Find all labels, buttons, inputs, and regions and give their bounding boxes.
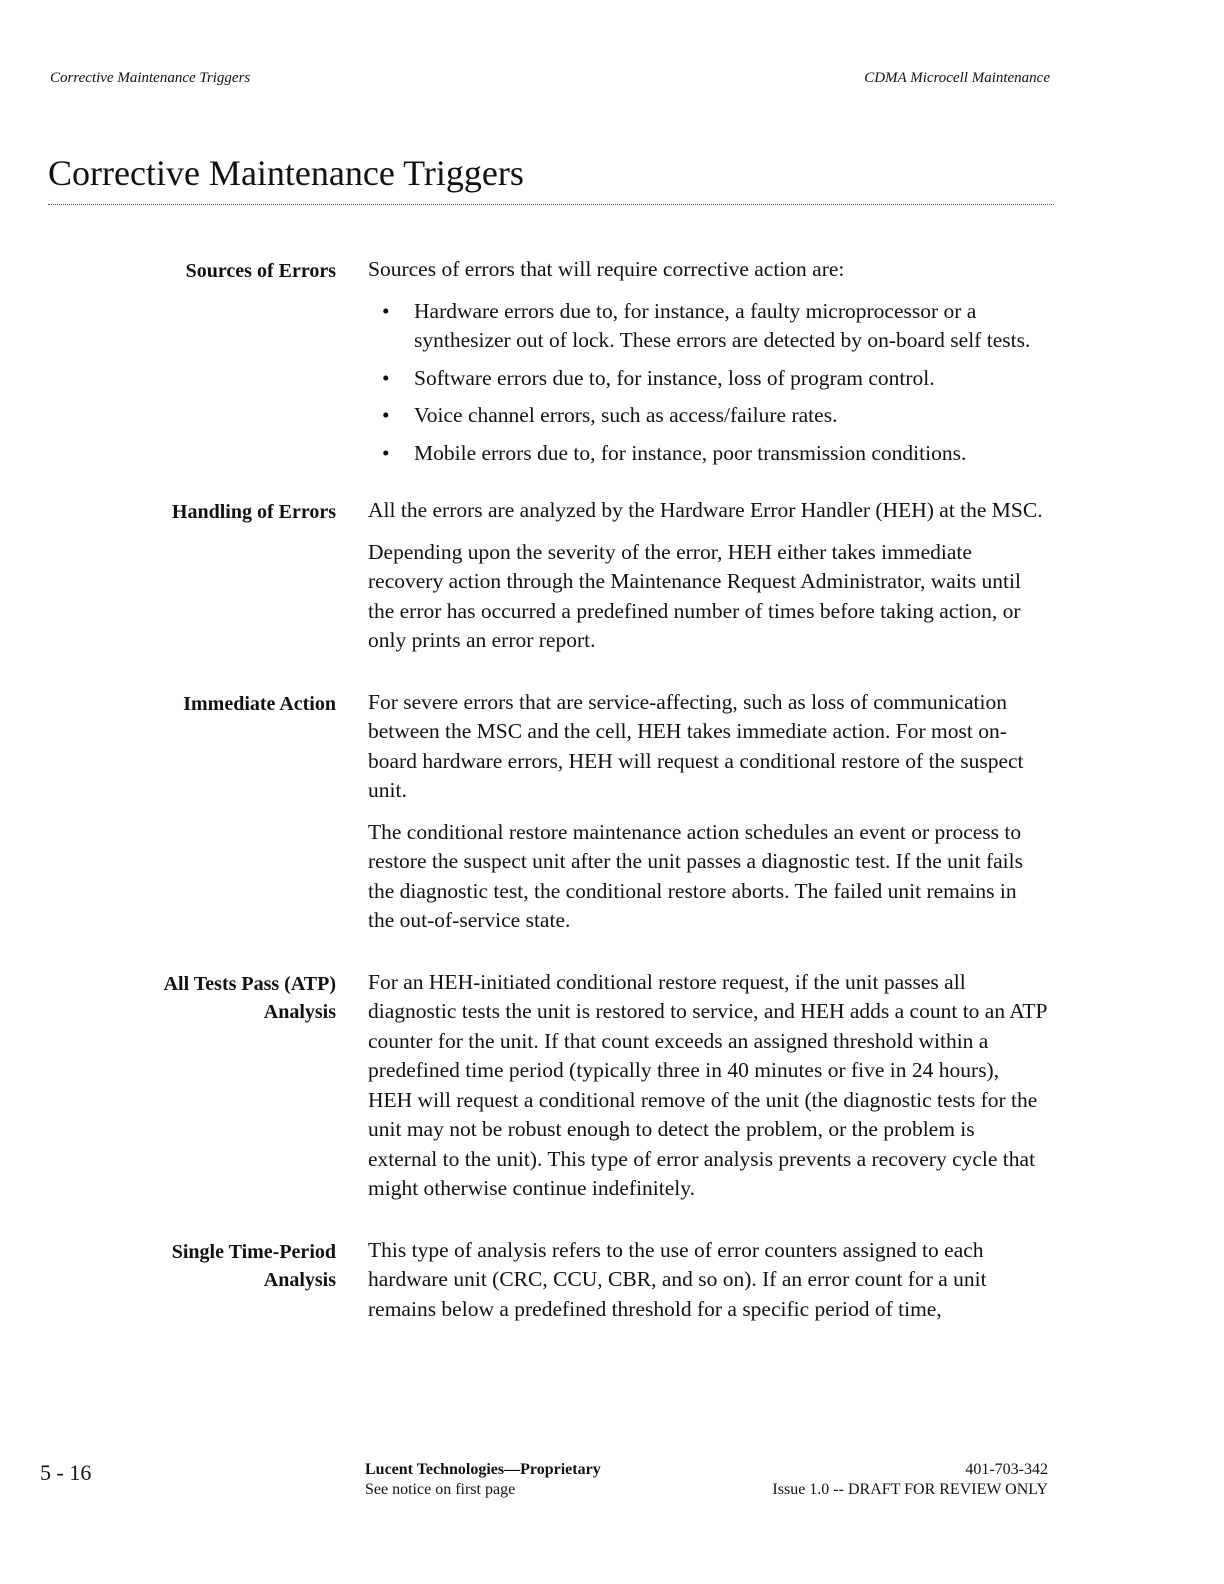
side-heading: Sources of Errors	[185, 260, 336, 282]
section-sources-of-errors	[0, 255, 1224, 476]
paragraph: Sources of errors that will require corrective action are:	[368, 257, 845, 281]
section-immediate-action	[0, 688, 1224, 948]
section-single-time-period-analysis	[0, 1236, 1224, 1337]
section-body	[368, 688, 1048, 948]
list-item-text: Voice channel errors, such as access/failure rates.	[414, 403, 838, 427]
list-item	[368, 401, 1048, 431]
paragraph: The conditional restore maintenance action schedules an event or process to restore the suspect unit after the unit passes a diagnostic test. If the unit fails the diagnostic test, the conditional restore aborts. The failed unit remains in the out-of-service state.	[368, 819, 1023, 932]
paragraph: This type of analysis refers to the use of error counters assigned to each hardware unit (CRC, CCU, CBR, and so on). If an error count for a unit remains below a predefined threshold for a specific period of time,	[368, 1237, 987, 1321]
list-item-text: Mobile errors due to, for instance, poor transmission conditions.	[414, 440, 967, 465]
footer-notice: See notice on first page	[365, 1481, 516, 1498]
running-header-left: Corrective Maintenance Triggers	[50, 70, 251, 86]
section-atp-analysis	[0, 968, 1224, 1216]
main-content	[0, 255, 1224, 1356]
title-rule	[48, 204, 1054, 205]
paragraph: For severe errors that are service-affecting, such as loss of communication between the MSC and the cell, HEH takes immediate action. For most on-board hardware errors, HEH will request a conditional restore of the suspect unit.	[368, 689, 1024, 802]
footer-issue: Issue 1.0 -- DRAFT FOR REVIEW ONLY	[772, 1481, 1048, 1498]
side-heading: Immediate Action	[183, 692, 336, 715]
bullet-list	[368, 297, 1048, 469]
page-title: Corrective Maintenance Triggers	[48, 153, 524, 193]
section-body	[368, 255, 1048, 476]
running-header-right: CDMA Microcell Maintenance	[864, 70, 1050, 86]
section-body	[368, 1236, 1048, 1337]
footer-proprietary	[365, 1460, 601, 1500]
section-body	[368, 968, 1048, 1216]
paragraph: Depending upon the severity of the error, HEH either takes immediate recovery action through the Maintenance Request Administrator, waits until the error has occurred a predefined number of times before taking action, or only prints an error report.	[368, 539, 1021, 652]
bullet-icon: •	[382, 403, 390, 427]
paragraph: All the errors are analyzed by the Hardware Error Handler (HEH) at the MSC.	[368, 498, 1043, 522]
bullet-icon: •	[382, 298, 390, 323]
footer-doc-info	[768, 1460, 1048, 1500]
side-heading: Handling of Errors	[171, 501, 336, 523]
side-heading: Single Time-Period Analysis	[171, 1240, 336, 1291]
side-heading: All Tests Pass (ATP) Analysis	[163, 972, 336, 1023]
list-item	[368, 364, 1048, 394]
list-item-text: Hardware errors due to, for instance, a faulty microprocessor or a synthesizer out of lock. These errors are detected by on-board self tests.	[414, 298, 1031, 352]
section-body	[368, 496, 1048, 668]
page-number: 5 - 16	[40, 1460, 92, 1485]
list-item	[368, 439, 1048, 469]
list-item-text: Software errors due to, for instance, loss of program control.	[414, 365, 935, 390]
section-handling-of-errors	[0, 496, 1224, 668]
list-item	[368, 297, 1048, 356]
footer-brand: Lucent Technologies—Proprietary	[365, 1461, 601, 1478]
bullet-icon: •	[382, 440, 390, 465]
bullet-icon: •	[382, 365, 390, 390]
paragraph: For an HEH-initiated conditional restore request, if the unit passes all diagnostic tests the unit is restored to service, and HEH adds a count to an ATP counter for the unit. If that count exceeds an assigned threshold within a predefined time period (typically three in 40 minutes or five in 24 hours), HEH will request a conditional remove of the unit (the diagnostic tests for the unit may not be robust enough to detect the problem, or the problem is external to the unit). This type of error analysis prevents a recovery cycle that might otherwise continue indefinitely.	[368, 969, 1047, 1200]
footer-doc-number: 401-703-342	[965, 1461, 1048, 1478]
